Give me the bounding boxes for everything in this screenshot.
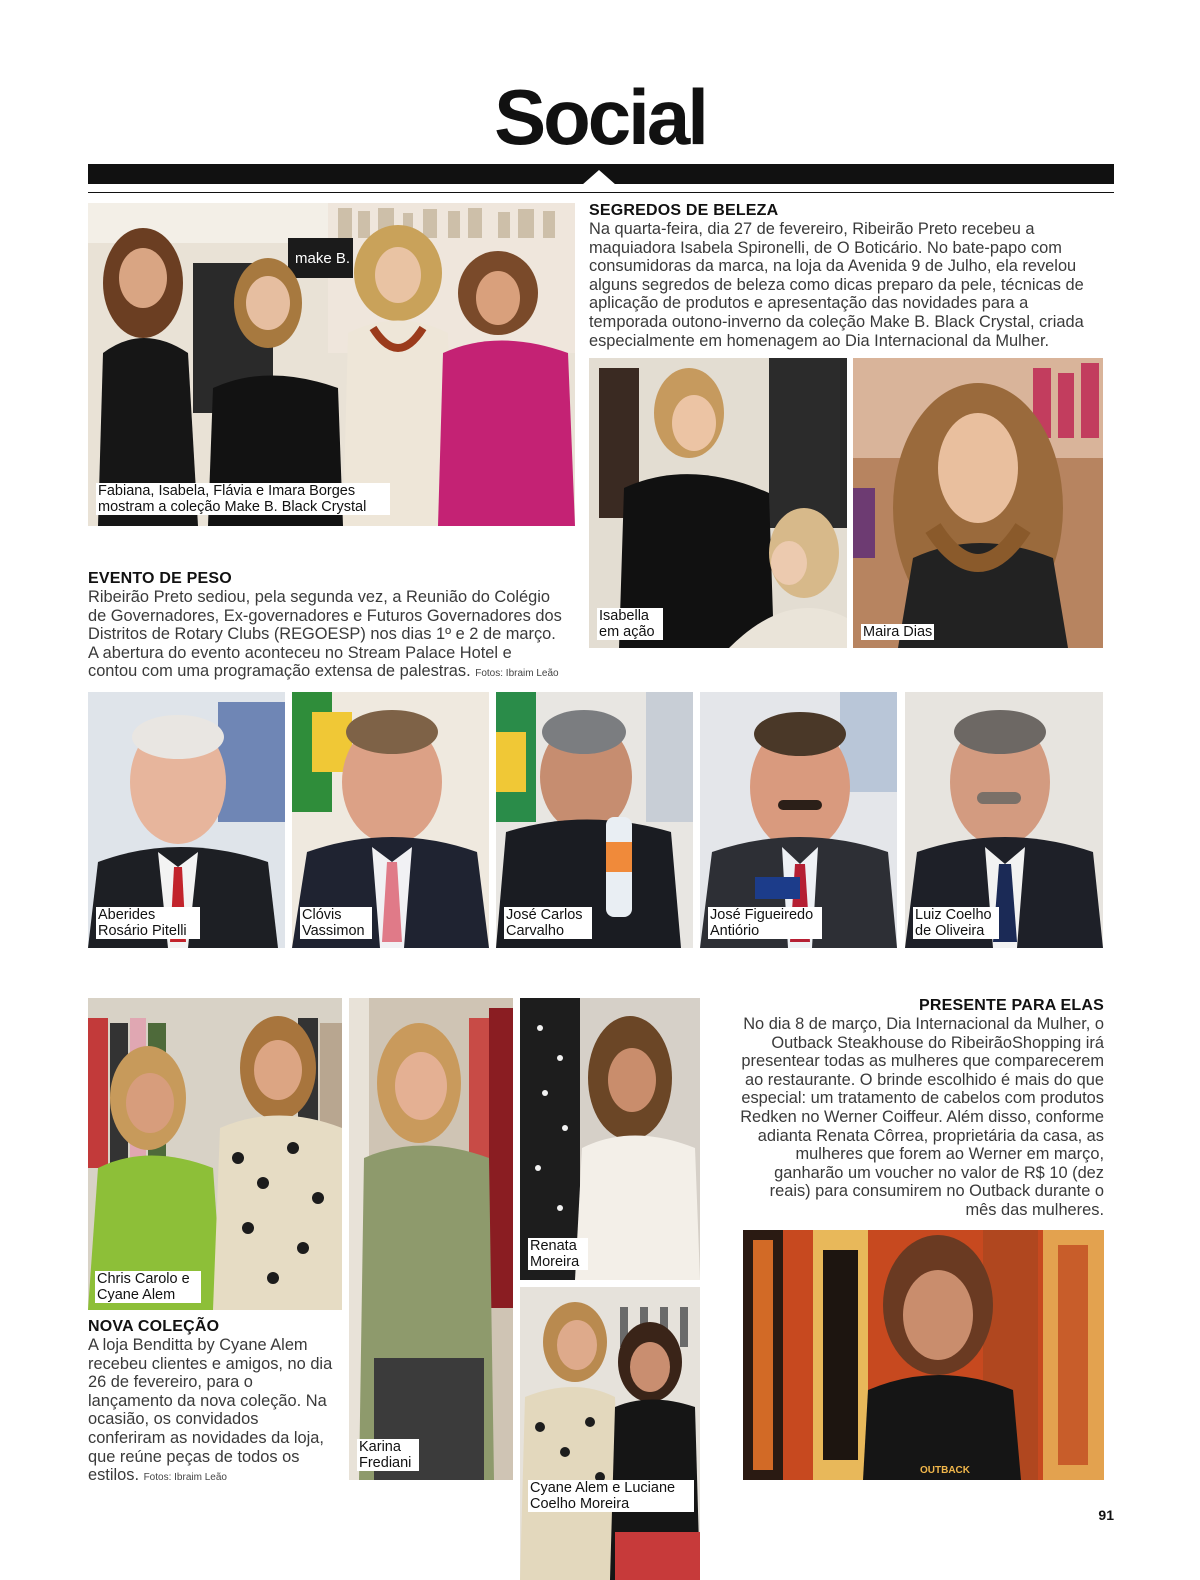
caption-karina-frediani: Karina Frediani bbox=[357, 1439, 419, 1471]
photo-make-b-group bbox=[88, 203, 575, 526]
body-segredos: Na quarta-feira, dia 27 de fevereiro, Ribeirão Preto recebeu a maquiadora Isabela Spironelli, de O Boticário. No bate-papo com consumidoras da marca, na loja da Avenida 9 de Julho, ela revelou alguns segredos de beleza como dicas preparo da pele, técnicas de aplicação de produtos e apresentação das novidades para a temporada outono-inverno da coleção Make B. Black Crystal, criada especialmente em homenagem ao Dia Internacional da Mulher. bbox=[589, 220, 1084, 350]
caption-chris-cyane: Chris Carolo e Cyane Alem bbox=[95, 1271, 201, 1303]
store-sign-text: make B. bbox=[295, 250, 351, 267]
caption-renata-moreira: Renata Moreira bbox=[528, 1238, 588, 1270]
heading-presente: PRESENTE PARA ELAS bbox=[919, 997, 1104, 1014]
photo-maira-dias bbox=[853, 358, 1103, 648]
header-thin-rule bbox=[88, 192, 1114, 193]
photo-chris-cyane bbox=[88, 998, 342, 1310]
caption-jose-figueiredo: José Figueiredo Antiório bbox=[708, 907, 822, 939]
body-colecao-text: A loja Benditta by Cyane Alem recebeu clientes e amigos, no dia 26 de fevereiro, para o lançamento da nova coleção. Na ocasião, os convidados conferiram as novidades da loja, que reúne peças de todos os estilos. bbox=[88, 1336, 333, 1485]
caption-isabella: Isabella em ação bbox=[597, 608, 663, 640]
caption-clovis: Clóvis Vassimon bbox=[300, 907, 372, 939]
page-number: 91 bbox=[1098, 1507, 1114, 1523]
body-presente: No dia 8 de março, Dia Internacional da Mulher, o Outback Steakhouse do RibeirãoShopping irá presentear todas as mulheres que comparecerem ao restaurante. O brinde escolhido é mais do que especial: um tratamento de cabelos com produtos Redken no Werner Coiffeur. Além disso, conforme adianta Renata Côrrea, proprietária da casa, as mulheres que forem ao Werner em março, ganharão um voucher no valor de R$ 10 (dez reais) para consumirem no Outback durante o mês das mulheres. bbox=[740, 1015, 1104, 1219]
heading-segredos: SEGREDOS DE BELEZA bbox=[589, 202, 779, 219]
photo-credit-colecao: Fotos: Ibraim Leão bbox=[143, 1472, 227, 1484]
caption-maira-dias: Maira Dias bbox=[863, 624, 933, 640]
body-evento bbox=[88, 588, 563, 684]
outback-shirt-logo: OUTBACK bbox=[920, 1465, 970, 1476]
heading-evento: EVENTO DE PESO bbox=[88, 570, 232, 587]
caption-cyane-luciane: Cyane Alem e Luciane Coelho Moreira bbox=[528, 1480, 694, 1512]
caption-jose-carlos: José Carlos Carvalho bbox=[504, 907, 592, 939]
photo-karina-frediani bbox=[349, 998, 513, 1480]
body-colecao bbox=[88, 1336, 338, 1488]
caption-aberides: Aberides Rosário Pitelli bbox=[96, 907, 200, 939]
page-title: Social bbox=[494, 73, 706, 161]
body-evento-text: Ribeirão Preto sediou, pela segunda vez, a Reunião do Colégio de Governadores, Ex-governadores e Futuros Governadores dos Distritos de Rotary Clubs (REGOESP) nos dias 1º e 2 de março. A abertura do evento aconteceu no Stream Palace Hotel e contou com uma programação extensa de palestras. bbox=[88, 588, 562, 681]
photo-cyane-luciane bbox=[520, 1287, 700, 1580]
photo-isabella bbox=[589, 358, 847, 648]
photo-outback bbox=[743, 1230, 1104, 1480]
caption-luiz-coelho: Luiz Coelho de Oliveira bbox=[913, 907, 999, 939]
header-rule-notch bbox=[582, 170, 616, 185]
photo-credit-evento: Fotos: Ibraim Leão bbox=[475, 668, 559, 680]
caption-make-b-group: Fabiana, Isabela, Flávia e Imara Borges mostram a coleção Make B. Black Crystal bbox=[96, 483, 390, 515]
heading-colecao: NOVA COLEÇÃO bbox=[88, 1318, 220, 1335]
